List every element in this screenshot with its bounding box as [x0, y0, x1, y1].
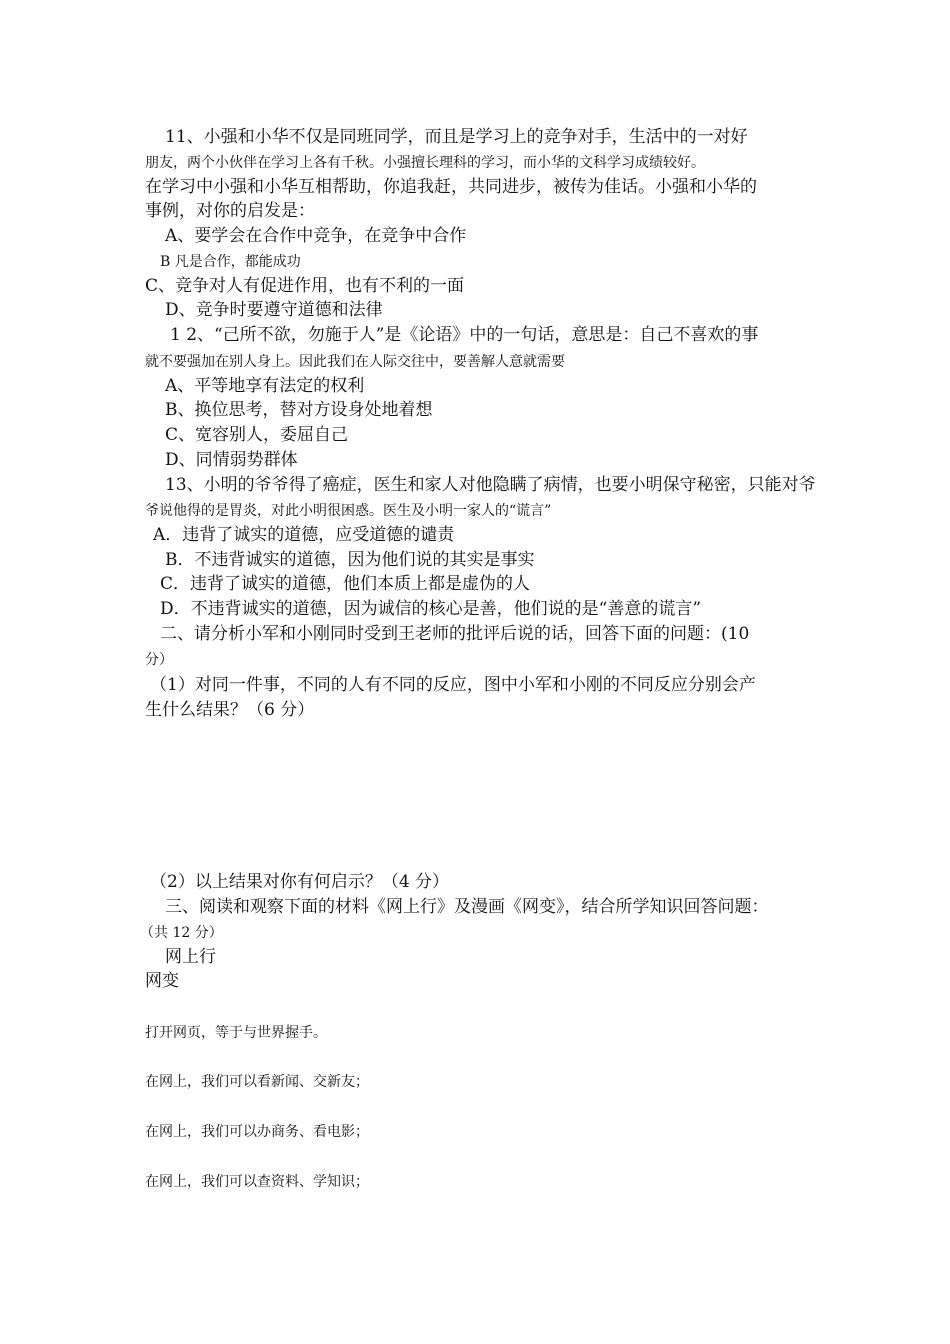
q13-line-2: 爷说他得的是胃炎，对此小明很困惑。医生及小明一家人的“谎言” — [145, 503, 552, 519]
part3-heading-line-1: 三、阅读和观察下面的材料《网上行》及漫画《网变》，结合所学知识回答问题： — [165, 897, 769, 917]
poem-title: 网上行 — [165, 947, 216, 967]
q13-option-d: D．不违背诚实的道德，因为诚信的核心是善，他们说的是“善意的谎言” — [160, 599, 702, 619]
q11-option-a: A、要学会在合作中竞争，在竞争中合作 — [165, 226, 467, 246]
part2-heading-line-2: 分） — [145, 652, 173, 668]
q11-line-2: 朋友，两个小伙伴在学习上各有千秋。小强擅长理科的学习，而小华的文科学习成绩较好。 — [145, 155, 705, 171]
part2-sub2: （2）以上结果对你有何启示？（4 分） — [150, 872, 450, 892]
poem-line-4: 在网上，我们可以查资料、学知识； — [145, 1174, 369, 1190]
part3-heading-line-2: （共 12 分） — [140, 925, 223, 941]
q12-option-b: B、换位思考，替对方设身处地着想 — [165, 400, 433, 420]
part2-sub1-line-1: （1）对同一件事，不同的人有不同的反应，图中小军和小刚的不同反应分别会产 — [150, 675, 756, 695]
q11-option-c: C、竞争对人有促进作用，也有不利的一面 — [145, 276, 465, 296]
cartoon-title: 网变 — [145, 971, 179, 991]
q13-option-c: C．违背了诚实的道德，他们本质上都是虚伪的人 — [160, 574, 531, 594]
q12-option-d: D、同情弱势群体 — [165, 450, 298, 470]
q11-line-4: 事例，对你的启发是： — [145, 201, 315, 221]
q12-option-c: C、宽容别人，委屈自己 — [165, 425, 349, 445]
q12-line-2: 就不要强加在别人身上。因此我们在人际交往中，要善解人意就需要 — [145, 354, 565, 370]
part2-heading-line-1: 二、请分析小军和小刚同时受到王老师的批评后说的话，回答下面的问题：(10 — [160, 624, 750, 644]
q11-option-b: B 凡是合作，都能成功 — [160, 254, 301, 270]
poem-line-3: 在网上，我们可以办商务、看电影； — [145, 1124, 369, 1140]
q12-option-a: A、平等地享有法定的权利 — [165, 376, 365, 396]
q11-line-3: 在学习中小强和小华互相帮助，你追我赶，共同进步，被传为佳话。小强和小华的 — [145, 177, 757, 197]
poem-line-1: 打开网页，等于与世界握手。 — [145, 1025, 327, 1041]
q11-line-1: 11、小强和小华不仅是同班同学，而且是学习上的竞争对手，生活中的一对好 — [165, 127, 748, 147]
q11-option-d: D、竞争时要遵守道德和法律 — [165, 300, 383, 320]
q13-option-b: B．不违背诚实的道德，因为他们说的其实是事实 — [165, 550, 535, 570]
q13-option-a: A．违背了诚实的道德，应受道德的谴责 — [153, 525, 455, 545]
poem-line-2: 在网上，我们可以看新闻、交新友； — [145, 1074, 369, 1090]
q13-line-1: 13、小明的爷爷得了癌症，医生和家人对他隐瞒了病情，也要小明保守秘密，只能对爷 — [165, 475, 816, 495]
part2-sub1-line-2: 生什么结果？（6 分） — [145, 700, 315, 720]
q12-line-1: 1 2、“己所不欲，勿施于人”是《论语》中的一句话，意思是：自己不喜欢的事 — [170, 325, 759, 345]
